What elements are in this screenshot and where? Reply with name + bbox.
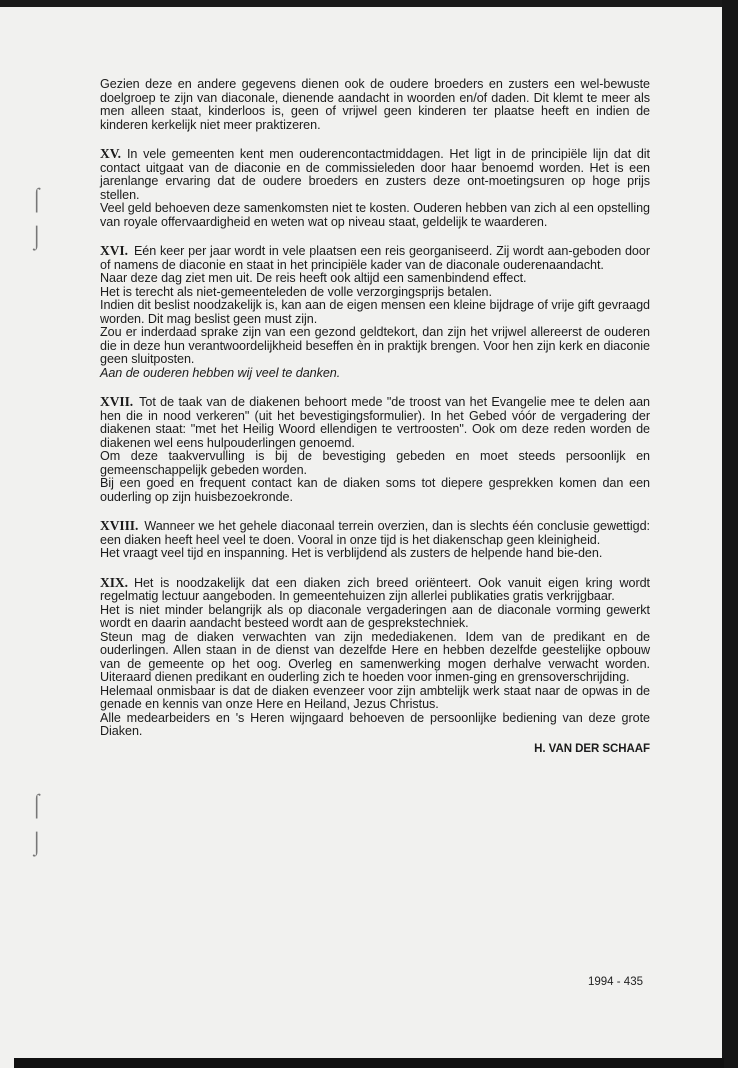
paragraph: Het vraagt veel tijd en inspanning. Het is verblijdend als zusters de helpende hand bie-den. xyxy=(100,546,603,560)
paragraph xyxy=(100,576,650,604)
section-number: XVI. xyxy=(100,243,128,258)
paragraph: Het is terecht als niet-gemeenteleden de volle verzorgingsprijs betalen. xyxy=(100,284,492,299)
section-xix xyxy=(100,576,650,739)
paragraph: Helemaal onmisbaar is dat de diaken evenzeer voor zijn ambtelijk werk staat naar de opwas in de genade en kennis van onze Here en Heiland, Jezus Christus. xyxy=(100,683,650,711)
section-xv xyxy=(100,147,650,229)
paragraph: Zou er inderdaad sprake zijn van een gezond geldtekort, dan zijn het vrijwel allereerst de ouderen die in deze hun verantwoordelijkheid beseffen èn in praktijk brengen. Voor hen zijn kerk en diaconie geen sluitposten. xyxy=(100,325,650,366)
paragraph-text: In vele gemeenten kent men ouderencontactmiddagen. Het ligt in de principiële lijn dat dit contact uitgaat van de diaconie en de commissieleden door haar benoemd worden. Het is een jarenlange ervaring dat de oudere broeders en zusters deze ont-moetingsuren op hoge prijs stellen. xyxy=(100,147,650,202)
paragraph xyxy=(100,244,650,272)
scan-top-edge xyxy=(0,0,738,7)
paragraph: Bij een goed en frequent contact kan de diaken soms tot diepere gesprekken komen dan een ouderling op zijn huisbezoekronde. xyxy=(100,476,650,504)
section-intro xyxy=(100,78,650,132)
paragraph-text: Eén keer per jaar wordt in vele plaatsen een reis georganiseerd. Zij wordt aan-geboden door of namens de diaconie en staat in het principiële kader van de diaconale ouderenaandacht. xyxy=(100,244,650,272)
paragraph xyxy=(100,519,650,547)
paragraph: Het is niet minder belangrijk als op diaconale vergaderingen aan de diaconale vorming gewerkt wordt en daarin aandacht besteed wordt aan de gesprekstechniek. xyxy=(100,602,650,630)
margin-bracket-mark: ⌡ xyxy=(30,224,44,249)
margin-bracket-mark: ⌡ xyxy=(30,830,44,855)
paragraph: Om deze taakvervulling is bij de bevestiging gebeden en moet steeds persoonlijk en gemeenschappelijk gebeden worden. xyxy=(100,449,650,477)
paragraph-text: Het is noodzakelijk dat een diaken zich breed oriënteert. Ook vanuit eigen kring wordt regelmatig lectuur aangeboden. In gemeentehuizen zijn allerlei publikaties gratis verkrijgbaar. xyxy=(100,575,650,603)
paragraph: Alle medearbeiders en 's Heren wijngaard behoeven de persoonlijke bediening van deze grote Diaken. xyxy=(100,710,650,738)
paragraph: Naar deze dag ziet men uit. De reis heeft ook altijd een samenbindend effect. xyxy=(100,271,527,285)
page-number: 1994 - 435 xyxy=(588,976,643,988)
paragraph xyxy=(100,395,650,450)
paragraph xyxy=(100,147,650,202)
section-number: XVIII. xyxy=(100,518,139,533)
paragraph-text: Wanneer we het gehele diaconaal terrein overzien, dan is slechts één conclusie gewettigd: een diaken heeft heel veel te doen. Vooral in onze tijd is het diakenschap geen kleinigheid. xyxy=(100,519,650,547)
section-number: XIX. xyxy=(100,574,128,590)
paragraph: Indien dit beslist noodzakelijk is, kan aan de eigen mensen een kleine bijdrage of vrije gift gevraagd worden. Dit mag beslist geen must zijn. xyxy=(100,298,650,326)
paragraph: Steun mag de diaken verwachten van zijn medediakenen. Idem van de predikant en de ouderlingen. Allen staan in de dienst van dezelfde Here en hebben dezelfde geestelijke opbouw van de gemeente op het oog. Overleg en samenwerking mogen derhalve verwacht worden. Uiteraard dienen predikant en ouderling zich te hoeden voor inmen-ging en grensoverschrijding. xyxy=(100,629,650,684)
section-xviii xyxy=(100,519,650,561)
paragraph: Veel geld behoeven deze samenkomsten niet te kosten. Ouderen hebben van zich al een opstelling van royale offervaardigheid en weten wat op niveau staat, geldelijk te waarderen. xyxy=(100,201,650,229)
article-body xyxy=(100,78,650,756)
section-xvi xyxy=(100,244,650,380)
paragraph: Aan de ouderen hebben wij veel te danken. xyxy=(100,365,341,380)
margin-bracket-mark: ⌠ xyxy=(30,186,44,211)
margin-bracket-mark: ⌠ xyxy=(30,792,44,817)
section-number: XV. xyxy=(100,146,121,161)
scan-right-edge xyxy=(722,0,738,1068)
scan-bottom-edge xyxy=(14,1058,724,1068)
author-signature: H. VAN DER SCHAAF xyxy=(534,742,650,755)
paragraph-text: Tot de taak van de diakenen behoort mede "de troost van het Evangelie mee te delen aan hen die in nood verkeren" (uit het bevestigingsformulier). In het Gebed vóór de vergadering der diakenen staat: "met het Heilig Woord ellendigen te vertroosten". Ook om deze reden worden de diakenen wel eens hulpouderlingen genoemd. xyxy=(100,395,650,450)
paragraph: Gezien deze en andere gegevens dienen ook de oudere broeders en zusters een wel-bewuste doelgroep te zijn van diaconale, dienende aandacht in woorden en/of daden. Dit klemt te meer als men alleen staat, kinderloos is, geen of vrijwel geen kinderen ter plaatse heeft en indien de kinderen kerkelijk niet meer praktizeren. xyxy=(100,77,650,132)
section-number: XVII. xyxy=(100,394,134,409)
section-xvii xyxy=(100,395,650,504)
